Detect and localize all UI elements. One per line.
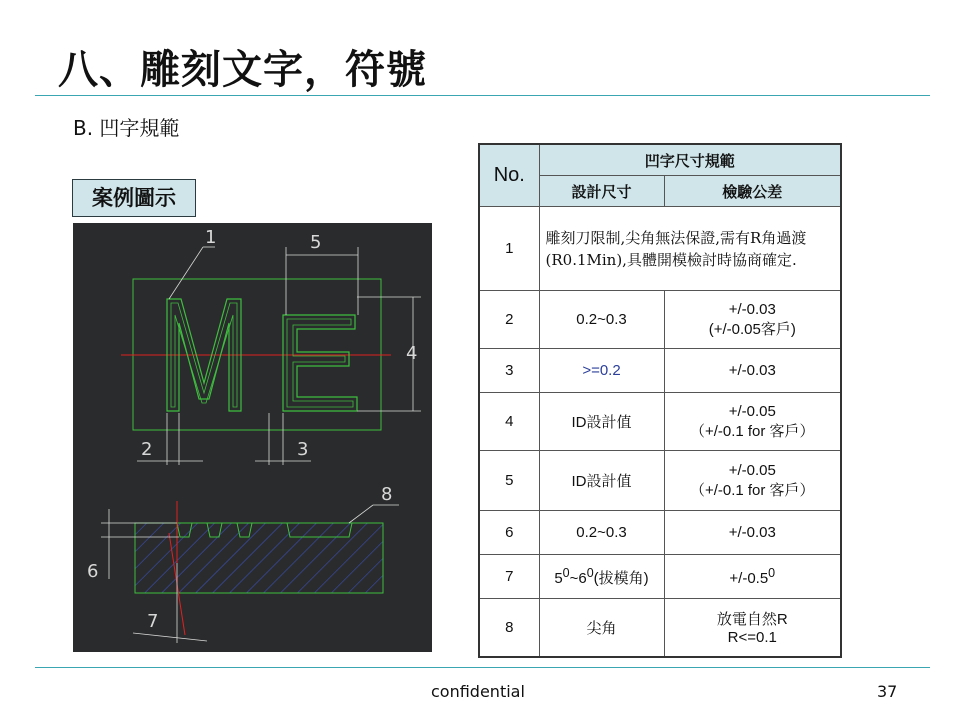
row-design: ID設計值 xyxy=(539,451,664,511)
section-hatch xyxy=(135,523,383,593)
row-design: 尖角 xyxy=(539,599,664,657)
table-row xyxy=(479,511,841,555)
tolerance-main: +/-0.05 xyxy=(728,461,776,479)
row-no: 5 xyxy=(479,451,539,511)
title-divider xyxy=(35,95,930,96)
callout-6: 6 xyxy=(87,561,99,582)
tolerance-main: 放電自然R xyxy=(716,611,788,629)
table-row xyxy=(479,207,841,291)
tolerance-main: +/-0.5 xyxy=(729,570,769,587)
callout-2: 2 xyxy=(141,439,153,460)
row-design: ID設計值 xyxy=(539,393,664,451)
callout-8: 8 xyxy=(381,484,393,505)
section-subtitle: B. 凹字規範 xyxy=(73,116,180,140)
row-no: 3 xyxy=(479,349,539,393)
draft-angle-max: ~6 xyxy=(569,569,587,587)
row-design: >=0.2 xyxy=(539,349,664,393)
table-row xyxy=(479,349,841,393)
tolerance-customer: (+/-0.05客戶) xyxy=(708,320,796,338)
row-design: 0.2~0.3 xyxy=(539,511,664,555)
tolerance-main: +/-0.05 xyxy=(728,402,776,420)
row-design xyxy=(539,555,664,599)
tolerance-customer: （+/-0.1 for 客戶） xyxy=(689,422,815,440)
draft-angle-min: 5 xyxy=(554,569,563,587)
example-label: 案例圖示 xyxy=(72,179,196,217)
tolerance-customer: （+/-0.1 for 客戶） xyxy=(689,481,815,499)
draft-angle-label: (拔模角) xyxy=(593,569,649,587)
footer-confidential: confidential xyxy=(431,682,525,701)
cad-drawing xyxy=(73,223,432,652)
degree-mark: 0 xyxy=(586,565,594,580)
row-no: 6 xyxy=(479,511,539,555)
row-tolerance xyxy=(664,291,841,349)
cad-drawing-svg xyxy=(73,223,432,652)
letter-e-outer xyxy=(283,315,357,411)
slide-title: 八、雕刻文字，符號 xyxy=(58,46,427,93)
header-design: 設計尺寸 xyxy=(539,176,664,207)
row-no: 1 xyxy=(479,207,539,291)
callout-4: 4 xyxy=(406,343,418,364)
table-row xyxy=(479,451,841,511)
table-row xyxy=(479,555,841,599)
header-group: 凹字尺寸規範 xyxy=(539,144,841,176)
callout-5: 5 xyxy=(310,232,322,253)
callout-7: 7 xyxy=(147,611,159,632)
table-row xyxy=(479,599,841,657)
row-no: 7 xyxy=(479,555,539,599)
row-tolerance xyxy=(664,451,841,511)
degree-mark: 0 xyxy=(562,565,570,580)
row-tolerance: +/-0.03 xyxy=(664,511,841,555)
page-number: 37 xyxy=(877,682,898,701)
row-tolerance xyxy=(664,599,841,657)
row-tolerance xyxy=(664,393,841,451)
row-no: 2 xyxy=(479,291,539,349)
table-row xyxy=(479,393,841,451)
degree-mark: 0 xyxy=(768,566,776,580)
row-tolerance xyxy=(664,555,841,599)
header-no: No. xyxy=(479,144,539,207)
spec-table xyxy=(478,143,842,658)
row-tolerance: +/-0.03 xyxy=(664,349,841,393)
row-design: 0.2~0.3 xyxy=(539,291,664,349)
row-desc: 雕刻刀限制,尖角無法保證,需有R角過渡(R0.1Min),具體開模檢討時協商確定. xyxy=(539,207,841,291)
table-row xyxy=(479,291,841,349)
row-no: 8 xyxy=(479,599,539,657)
tolerance-main: +/-0.03 xyxy=(728,300,776,318)
header-tolerance: 檢驗公差 xyxy=(664,176,841,207)
tolerance-secondary: R<=0.1 xyxy=(727,629,777,647)
row-no: 4 xyxy=(479,393,539,451)
footer-divider xyxy=(35,667,930,668)
callout-3: 3 xyxy=(297,439,309,460)
callout-1: 1 xyxy=(205,227,217,248)
